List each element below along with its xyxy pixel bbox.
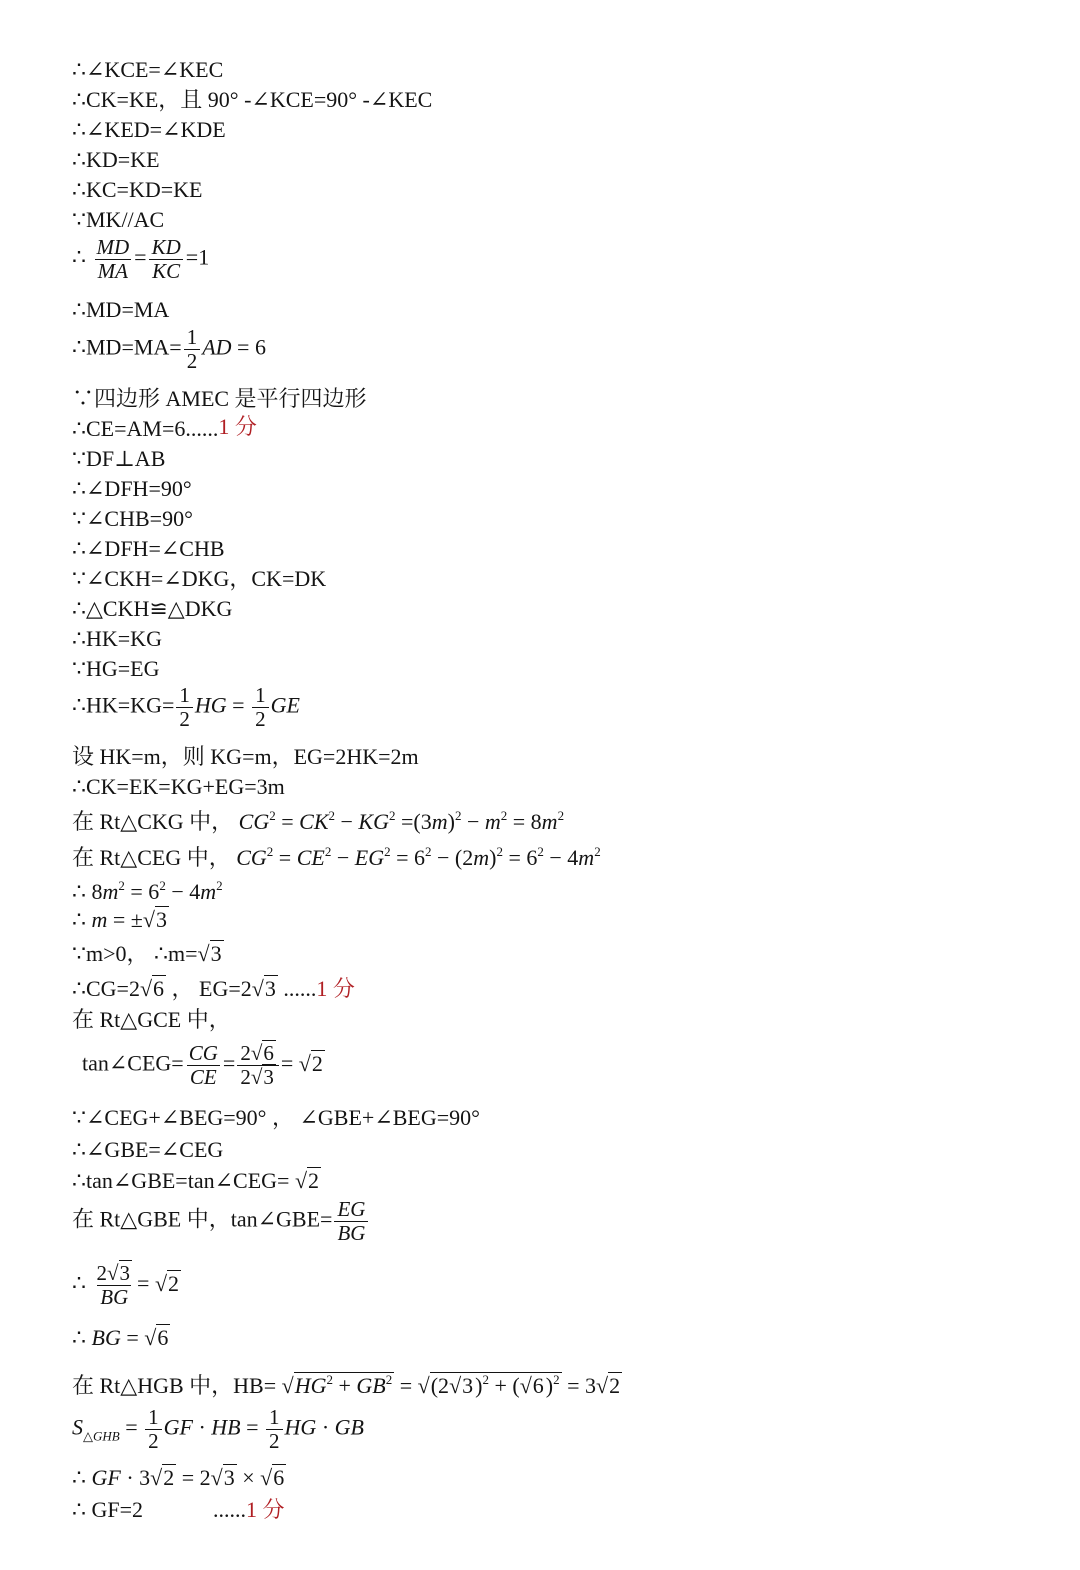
cg-eg-values: ∴CG=2√6 ， EG=2√3 ......1 分 xyxy=(72,976,355,1001)
proof-line: ∴∠KED=∠KDE xyxy=(72,116,226,142)
proof-line: ∵DF⊥AB xyxy=(72,445,166,471)
proof-line: ∴△CKH≌△DKG xyxy=(72,595,233,621)
proof-line: 在 Rt△GCE 中， xyxy=(72,1007,231,1032)
score-mark: 1 分 xyxy=(218,414,257,439)
proof-line: ∴CK=EK=KG+EG=3m xyxy=(72,773,285,799)
score-mark: 1 分 xyxy=(246,1497,285,1522)
hb-equation: 在 Rt△HGB 中，$HB= √HG^2 + GB^2 = √(2√3)^2 + (√6)^2 = 3√2$ xyxy=(72,1372,621,1398)
proof-line: ∵MK//AC xyxy=(72,206,165,232)
proof-line: ∵∠CKH=∠DKG，CK=DK xyxy=(72,565,327,591)
proof-line: ∴∠DFH=∠CHB xyxy=(72,535,225,561)
proof-line: ∴CE=AM=6......1 分 xyxy=(72,414,257,441)
hk-equation: ∴HK=KG= $\frac{1}{2}$ HG = $\frac{1}{2}$ GE xyxy=(72,683,300,731)
ratio-equation: ∴ $\frac{MD}{MA}$ = $\frac{KD}{KC}$ =1 xyxy=(72,235,210,283)
bg-value: ∴ BG = √6 xyxy=(72,1325,169,1350)
m-positive: ∵m>0， ∴m=√3 xyxy=(72,941,222,966)
score-mark: 1 分 xyxy=(316,976,355,1001)
tan-gbe: ∴tan∠GBE=tan∠CEG= √2 xyxy=(72,1168,320,1193)
m-equation: ∴ $8m^2 = 6^2 - 4m^2$ xyxy=(72,878,223,904)
proof-line: ∴MD=MA xyxy=(72,296,170,322)
gf-value: ∴ GF=2 ......1 分 xyxy=(72,1497,285,1522)
proof-line: ∵四边形 AMEC 是平行四边形 xyxy=(72,385,367,411)
tan-gbe-ratio: 在 Rt△GBE 中，tan∠GBE= $\frac{EG}{BG}$ xyxy=(72,1198,370,1245)
gf-equation: ∴ GF · 3√2 = 2√3 × √6 xyxy=(72,1465,285,1490)
proof-line: ∴KC=KD=KE xyxy=(72,176,203,202)
proof-line: ∴∠GBE=∠CEG xyxy=(72,1136,224,1162)
pythagoras-ckg: 在 Rt△CKG 中， $CG^2 = CK^2 - KG^2 =(3m)^2 - m^2 = 8m^2$ xyxy=(72,808,565,834)
proof-line: ∴∠KCE=∠KEC xyxy=(72,56,224,82)
half-equation: ∴MD=MA= $\frac{1}{2}$ AD = 6 xyxy=(72,325,266,373)
area-equation: $S_{\triangle GHB}$ = $\frac{1}{2}$ GF · HB = $\frac{1}{2}$ HG · GB xyxy=(72,1405,364,1453)
proof-line: ∴∠DFH=90° xyxy=(72,475,192,501)
m-solution: ∴ m = ±√3 xyxy=(72,907,167,932)
tan-ceg: tan∠CEG= $\frac{CG}{CE}$ = $\frac{2√6}{2√3}$ = √2 xyxy=(82,1041,323,1089)
proof-line: ∴KD=KE xyxy=(72,146,160,172)
proof-line: ∵∠CHB=90° xyxy=(72,505,193,531)
proof-line: ∴HK=KG xyxy=(72,625,162,651)
pythagoras-ceg: 在 Rt△CEG 中， $CG^2 = CE^2 - EG^2 = 6^2 - (2m)^2 = 6^2 - 4m^2$ xyxy=(72,844,601,870)
proof-line: ∴CK=KE，且 90° -∠KCE=90° -∠KEC xyxy=(72,86,433,112)
angle-sum: ∵∠CEG+∠BEG=90° ， ∠GBE+∠BEG=90° xyxy=(72,1105,480,1130)
proof-line: ∵HG=EG xyxy=(72,655,160,681)
bg-equation: ∴ $\frac{2√3}{BG}$ = √2 xyxy=(72,1261,180,1309)
proof-line: 设 HK=m，则 KG=m，EG=2HK=2m xyxy=(72,743,419,769)
